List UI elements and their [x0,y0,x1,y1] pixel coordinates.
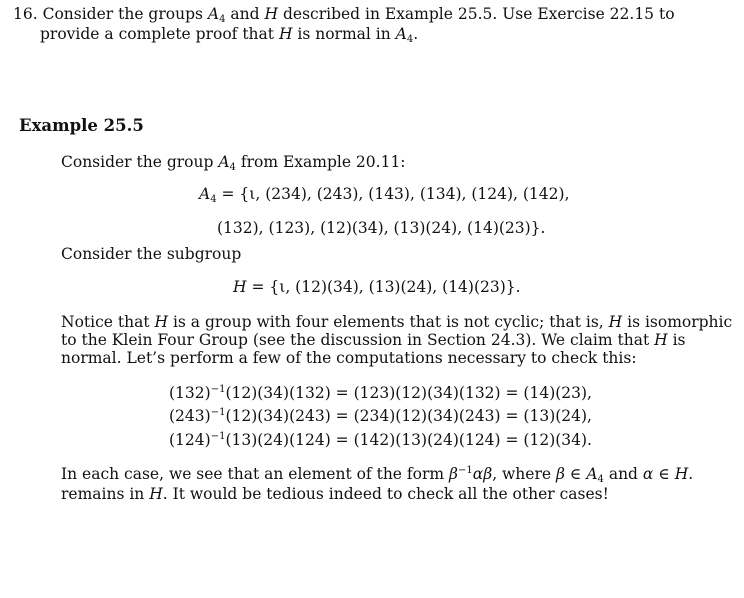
text: . It would be tedious indeed to check all the other cases! [162,485,609,503]
text: from Example 20.11: [240,153,406,171]
math-H: H [674,465,689,483]
math-exp: −1 [210,384,226,395]
math-sub: 4 [210,194,217,205]
math-beta: β [483,465,493,483]
text: is a group with four elements that is not cyclic; that is, [172,313,604,331]
math-sub: 4 [219,14,226,25]
math-H: H [654,331,668,349]
computation-row [169,430,592,450]
math-in: ∈ [658,465,670,483]
math-sub: 4 [597,474,604,485]
math-alpha: α [472,465,484,483]
math-exp: −1 [458,465,473,476]
text: to the Klein Four Group (see the discussion in Section 24.3). We claim that [61,331,650,349]
math-sub: 4 [406,34,414,45]
math-H: H [264,5,279,23]
math-base: (243) [169,407,211,425]
math-sub: 4 [229,162,236,173]
math-in: ∈ [569,465,582,483]
example-heading: Example 25.5 [19,116,144,135]
math-beta: β [449,465,458,483]
math-H: H [154,313,169,331]
math-A: A [218,153,230,171]
exercise-number: 16. [13,5,38,23]
math-base: (124) [169,431,211,449]
text: Notice that [61,313,150,331]
punctuation: . [688,465,694,483]
math-alpha: α [642,465,654,483]
notice-line-3: normal. Let’s perform a few of the computations necessary to check this: [61,349,637,367]
math-A: A [586,465,598,483]
exercise-text: is normal in [297,25,391,43]
text: Consider the group [61,153,214,171]
text: In each case, we see that an element of the form [61,465,445,483]
computation-row [169,383,592,403]
punctuation: . [413,25,419,43]
exercise-text: Consider the groups [42,5,203,23]
subgroup-intro: Consider the subgroup [61,245,242,263]
math-H: H [149,485,163,503]
math-A: A [395,25,407,43]
conclusion-line-2 [61,484,609,504]
exercise-line-1 [13,4,675,24]
math-base: (132) [169,384,211,402]
text: remains in [61,485,145,503]
exercise-line-2 [40,24,418,44]
a4-definition-line-2: (132), (123), (12)(34), (13)(24), (14)(23)}. [217,219,546,237]
notice-line-2 [61,330,686,350]
h-definition [233,277,521,297]
math-exp: −1 [210,407,226,418]
computation-row [169,406,592,426]
math-A: A [199,185,211,203]
math-H: H [278,25,293,43]
math-expression: (12)(34)(243) = (234)(12)(34)(243) = (13)(24), [225,407,592,425]
math-expression: (13)(24)(124) = (142)(13)(24)(124) = (12)(34). [225,431,592,449]
math-exp: −1 [210,431,226,442]
math-beta: β [555,465,565,483]
math-A: A [207,5,220,23]
example-intro [61,152,406,172]
a4-definition-line-1 [199,184,570,204]
math-set: = {ι, (12)(34), (13)(24), (14)(23)}. [251,278,521,296]
math-set: = {ι, (234), (243), (143), (134), (124), (142), [221,185,570,203]
math-H: H [608,313,623,331]
conclusion-line-1 [61,464,694,485]
math-expression: (12)(34)(132) = (123)(12)(34)(132) = (14)(23), [225,384,592,402]
notice-line-1 [61,312,733,332]
text: and [608,465,638,483]
text: is isomorphic [627,313,733,331]
exercise-text: described in Example 25.5. Use Exercise 22.15 to [282,5,675,23]
math-H: H [233,278,247,296]
text: , where [492,465,552,483]
exercise-text: and [230,5,260,23]
exercise-text: provide a complete proof that [40,25,274,43]
text: is [672,331,686,349]
